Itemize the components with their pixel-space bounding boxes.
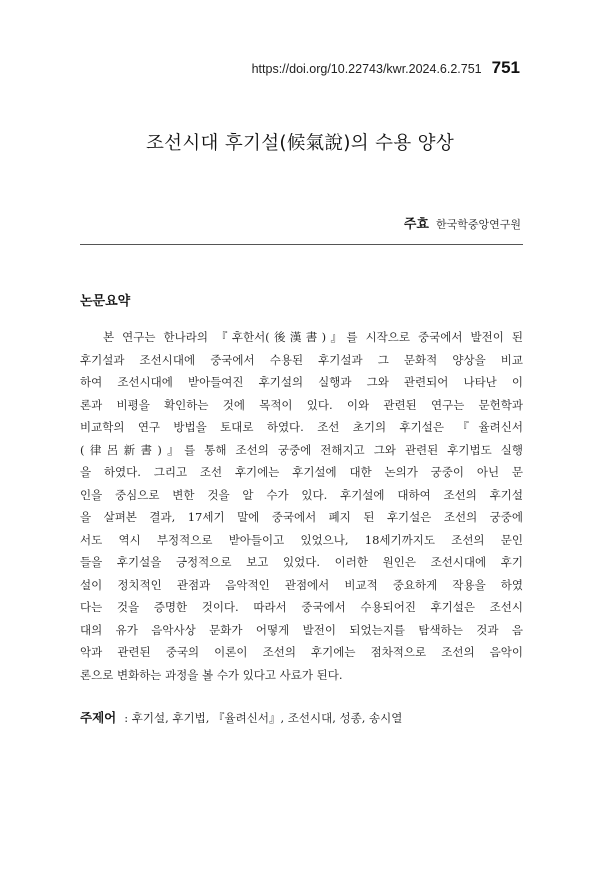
- abstract-line: 론과 비평을 확인하는 것에 목적이 있다. 이와 관련된 연구는 문헌학과: [80, 397, 523, 412]
- abstract-line: 후기설과 조선시대에 중국에서 수용된 후기설과 그 문화적 양상을 비교: [80, 352, 523, 367]
- abstract-body: [80, 326, 523, 686]
- doi-link[interactable]: https://doi.org/10.22743/kwr.2024.6.2.751: [251, 62, 482, 76]
- abstract-line: 서도 역시 부정적으로 받아들이고 있었으나, 18세기까지도 조선의 문인: [80, 532, 523, 547]
- abstract-line: 대의 유가 음악사상 문화가 어떻게 발전이 되었는지를 탐색하는 것과 음: [80, 622, 523, 637]
- page-number: 751: [491, 58, 520, 77]
- keywords-line: [80, 708, 402, 726]
- abstract-line: 들을 후기설을 긍정적으로 보고 있었다. 이러한 원인은 조선시대에 후기: [80, 555, 523, 569]
- author-line: [404, 213, 521, 232]
- abstract-line: 악과 관련된 중국의 이론이 조선의 후기에는 점차적으로 조선의 음악이: [80, 645, 523, 659]
- header-divider: [80, 244, 523, 245]
- abstract-line: 다는 것을 증명한 것이다. 따라서 중국에서 수용되어진 후기설은 조선시: [80, 600, 523, 614]
- keywords-label: 주제어: [80, 710, 117, 725]
- article-title: 조선시대 후기설(候氣說)의 수용 양상: [145, 133, 455, 154]
- abstract-line: 설이 정치적인 관점과 음악적인 관점에서 비교적 중요하게 작용을 하였: [80, 577, 523, 592]
- running-header: [252, 58, 520, 78]
- abstract-line: 론으로 변화하는 과정을 볼 수가 있다고 사료가 된다.: [80, 667, 343, 682]
- author-name: 주효: [403, 217, 429, 232]
- abstract-line: (律呂新書)』를 통해 조선의 궁중에 전해지고 그와 관련된 후기법도 실행: [80, 442, 523, 457]
- keywords-list: : 후기설, 후기법, 『율려신서』, 조선시대, 성종, 송시열: [124, 711, 403, 725]
- abstract-line: 인을 중심으로 변한 것을 알 수가 있다. 후기설에 대하여 조선의 후기설: [80, 487, 523, 502]
- abstract-line: 을 살펴본 결과, 17세기 말에 중국에서 폐지 된 후기설은 조선의 궁중에: [80, 510, 523, 524]
- abstract-line: 하여 조선시대에 받아들여진 후기설의 실행과 그와 관련되어 나타난 이: [80, 375, 523, 389]
- author-affiliation: 한국학중앙연구원: [435, 218, 521, 231]
- abstract-line: 비교학의 연구 방법을 토대로 하였다. 조선 초기의 후기설은 『율려신서: [80, 420, 523, 434]
- abstract-line: 을 하였다. 그리고 조선 후기에는 후기설에 대한 논의가 궁중이 아닌 문: [80, 465, 523, 479]
- abstract-heading: 논문요약: [80, 294, 131, 309]
- abstract-line: 본 연구는 한나라의 『후한서(後漢書)』를 시작으로 중국에서 발전이 된: [103, 330, 523, 344]
